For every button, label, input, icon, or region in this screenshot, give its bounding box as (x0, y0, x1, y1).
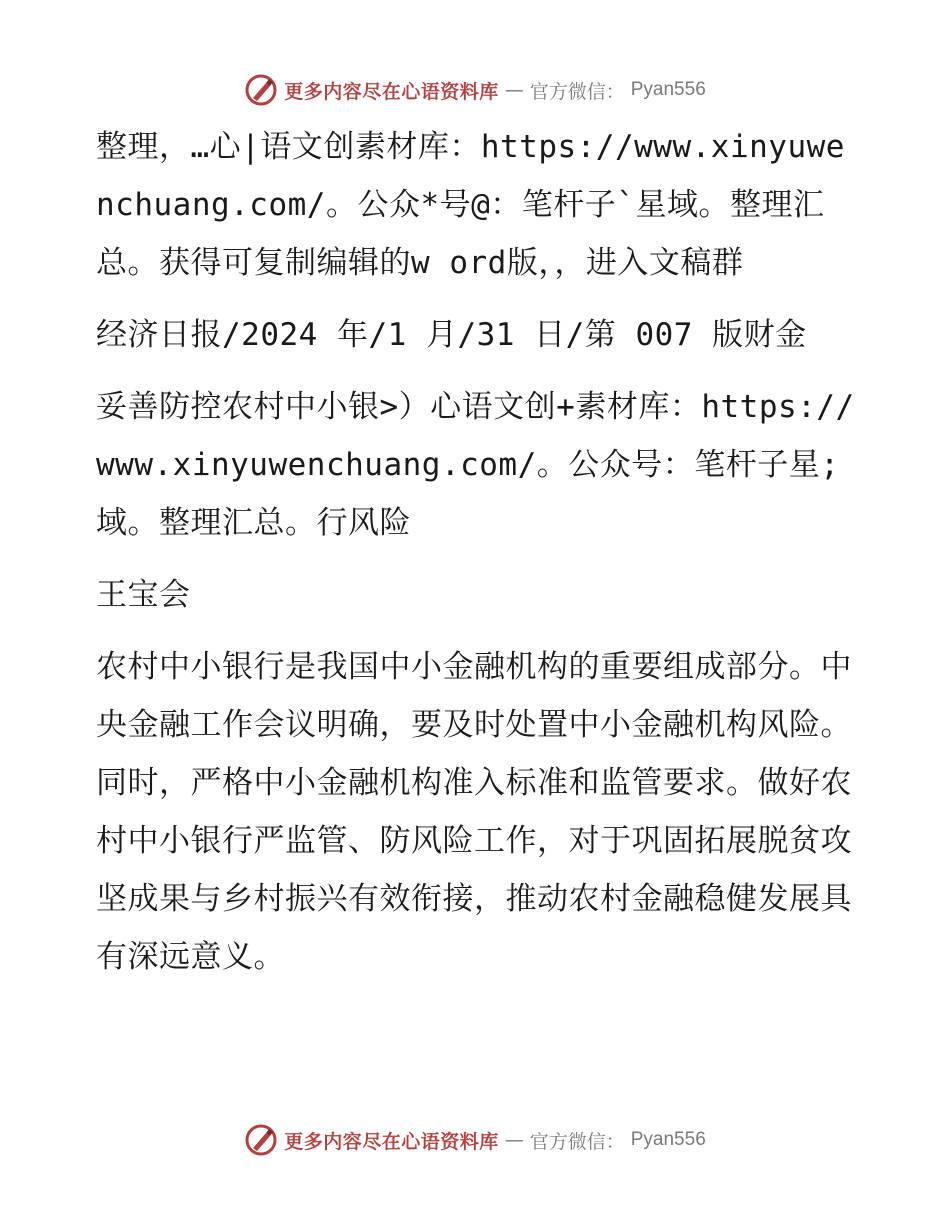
pen-seal-icon (244, 73, 278, 107)
banner-wechat-id: Pyan556 (630, 79, 706, 100)
banner-main-text: 更多内容尽在心语资料库 (284, 80, 499, 103)
paragraph-source-note: 整理，…心|语文创素材库：https://www.xinyuwenchuang.com/。公众*号@：笔杆子`星域。整理汇总。获得可复制编辑的w ord版，，进入文稿群 (96, 129, 845, 281)
banner-main-text: 更多内容尽在心语资料库 (284, 1130, 499, 1153)
banner-wechat-label: 官方微信： (529, 80, 625, 103)
paragraph-article-title: 妥善防控农村中小银>）心语文创+素材库：https://www.xinyuwenchuang.com/。公众号：笔杆子星;域。整理汇总。行风险 (96, 389, 855, 541)
header-banner (0, 70, 950, 110)
document-body (96, 118, 856, 1000)
paragraph-publication-line: 经济日报/2024 年/1 月/31 日/第 007 版财金 (96, 317, 807, 353)
banner-wechat-id: Pyan556 (630, 1129, 706, 1150)
paragraph-body: 农村中小银行是我国中小金融机构的重要组成部分。中央金融工作会议明确，要及时处置中小金融机构风险。同时，严格中小金融机构准入标准和监管要求。做好农村中小银行严监管、防风险工作，对于巩固拓展脱贫攻坚成果与乡村振兴有效衔接，推动农村金融稳健发展具有深远意义。 (96, 649, 852, 975)
footer-banner (0, 1120, 950, 1160)
banner-dash: — (504, 1129, 524, 1151)
banner-dash: — (504, 79, 524, 101)
pen-seal-icon (244, 1123, 278, 1157)
banner-wechat-label: 官方微信： (529, 1130, 625, 1153)
paragraph-author: 王宝会 (96, 577, 191, 613)
